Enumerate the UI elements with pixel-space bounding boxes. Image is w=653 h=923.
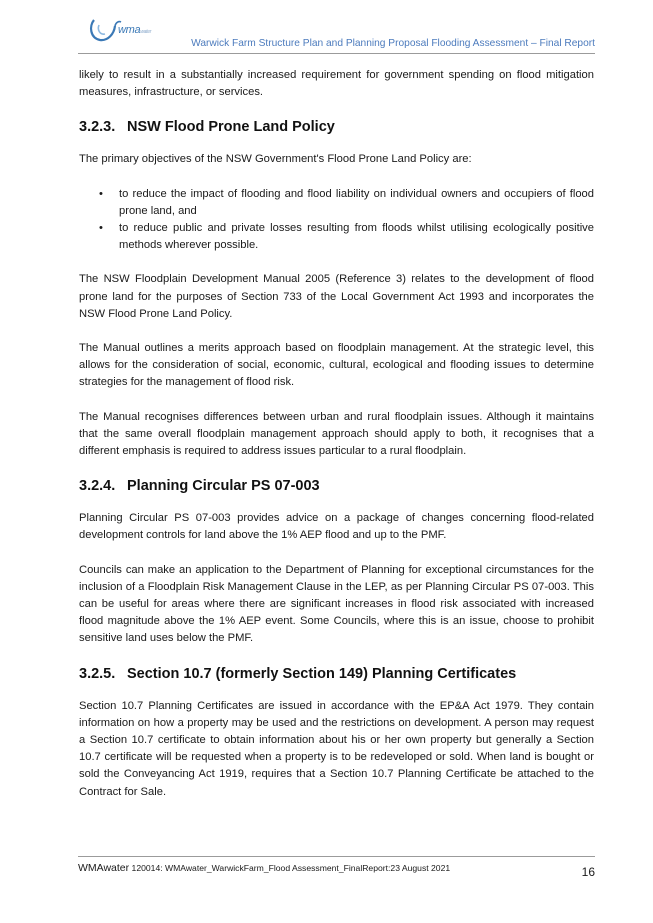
section-number: 3.2.3. [79, 119, 116, 136]
list-item: • to reduce public and private losses resulting from floods whilst utilising ecologically positive methods wherever possible. [99, 222, 594, 252]
header-divider [78, 53, 595, 54]
list-item: • to reduce the impact of flooding and flood liability on individual owners and occupiers of flood prone land, and [99, 187, 594, 217]
paragraph: The NSW Floodplain Development Manual 2005 (Reference 3) relates to the development of flood prone land for the purposes of Section 733 of the Local Government Act 1993 and incorporates the NSW Flood Prone Land Policy. [79, 273, 594, 320]
wave-logo-icon [88, 16, 122, 44]
section-number: 3.2.4. [79, 478, 116, 495]
page-number: 16 [581, 865, 595, 879]
footer-doc-ref: 120014: WMAwater_WarwickFarm_Flood Assessment_FinalReport:23 August 2021 [129, 863, 451, 873]
bullet-icon: • [99, 187, 103, 200]
page-header [78, 12, 595, 52]
document-title: Warwick Farm Structure Plan and Planning Proposal Flooding Assessment – Final Report [191, 38, 595, 49]
objectives-list [79, 186, 594, 255]
logo-text: wmawater [118, 24, 152, 36]
paragraph: The Manual recognises differences between urban and rural floodplain issues. Although it maintains that the same overall floodplain management approach should apply to both, it recognises that a different emphasis is required to address issues particular to a rural floodplain. [79, 410, 594, 458]
paragraph: Councils can make an application to the Department of Planning for exceptional circumstances for the inclusion of a Floodplain Risk Management Clause in the LEP, as per Planning Circular PS 07-003. This can be useful for areas where there are significant increases in flood risk associated with increased flood magnitude above the 1% AEP event. Some Councils, where this is an issue, choose to prohibit sensitive land uses below the PMF. [79, 563, 594, 645]
paragraph: Section 10.7 Planning Certificates are issued in accordance with the EP&A Act 1979. They contain information on how a property may be used and the restrictions on development. A person may request a Section 10.7 certificate to obtain information about his or her own property but generally a Section 10.7 certificate will be requested when a property is to be redeveloped or sold. When land is bought or sold the Conveyancing Act 1919, requires that a Section 10.7 Planning Certificate be attached to the Contract for Sale. [79, 699, 594, 798]
section-3-2-4-heading [79, 477, 594, 495]
section-3-2-5-heading [79, 665, 594, 683]
section-title: Section 10.7 (formerly Section 149) Planning Certificates [127, 665, 517, 682]
wma-water-logo [88, 16, 178, 46]
page-footer [78, 856, 595, 879]
section-title: Planning Circular PS 07-003 [127, 478, 320, 495]
paragraph: Planning Circular PS 07-003 provides advice on a package of changes concerning flood-related development controls for land above the 1% AEP flood and up to the PMF. [79, 512, 594, 542]
section-3-2-3-heading [79, 118, 594, 136]
page-content [79, 67, 594, 801]
paragraph: The Manual outlines a merits approach based on floodplain management. At the strategic level, this allows for the consideration of social, economic, cultural, ecological and flooding issues to determine strategies for the management of flood risk. [79, 342, 594, 389]
section-title: NSW Flood Prone Land Policy [127, 119, 335, 136]
logo-subtext: water [140, 29, 152, 35]
footer-reference [78, 862, 450, 874]
intro-paragraph: likely to result in a substantially increased requirement for government spending on flood mitigation measures, infrastructure, or services. [79, 69, 594, 99]
bullet-icon: • [99, 222, 103, 235]
footer-brand: WMAwater [78, 862, 130, 874]
paragraph: The primary objectives of the NSW Government's Flood Prone Land Policy are: [79, 153, 472, 166]
footer-divider [78, 856, 595, 857]
section-number: 3.2.5. [79, 665, 116, 682]
